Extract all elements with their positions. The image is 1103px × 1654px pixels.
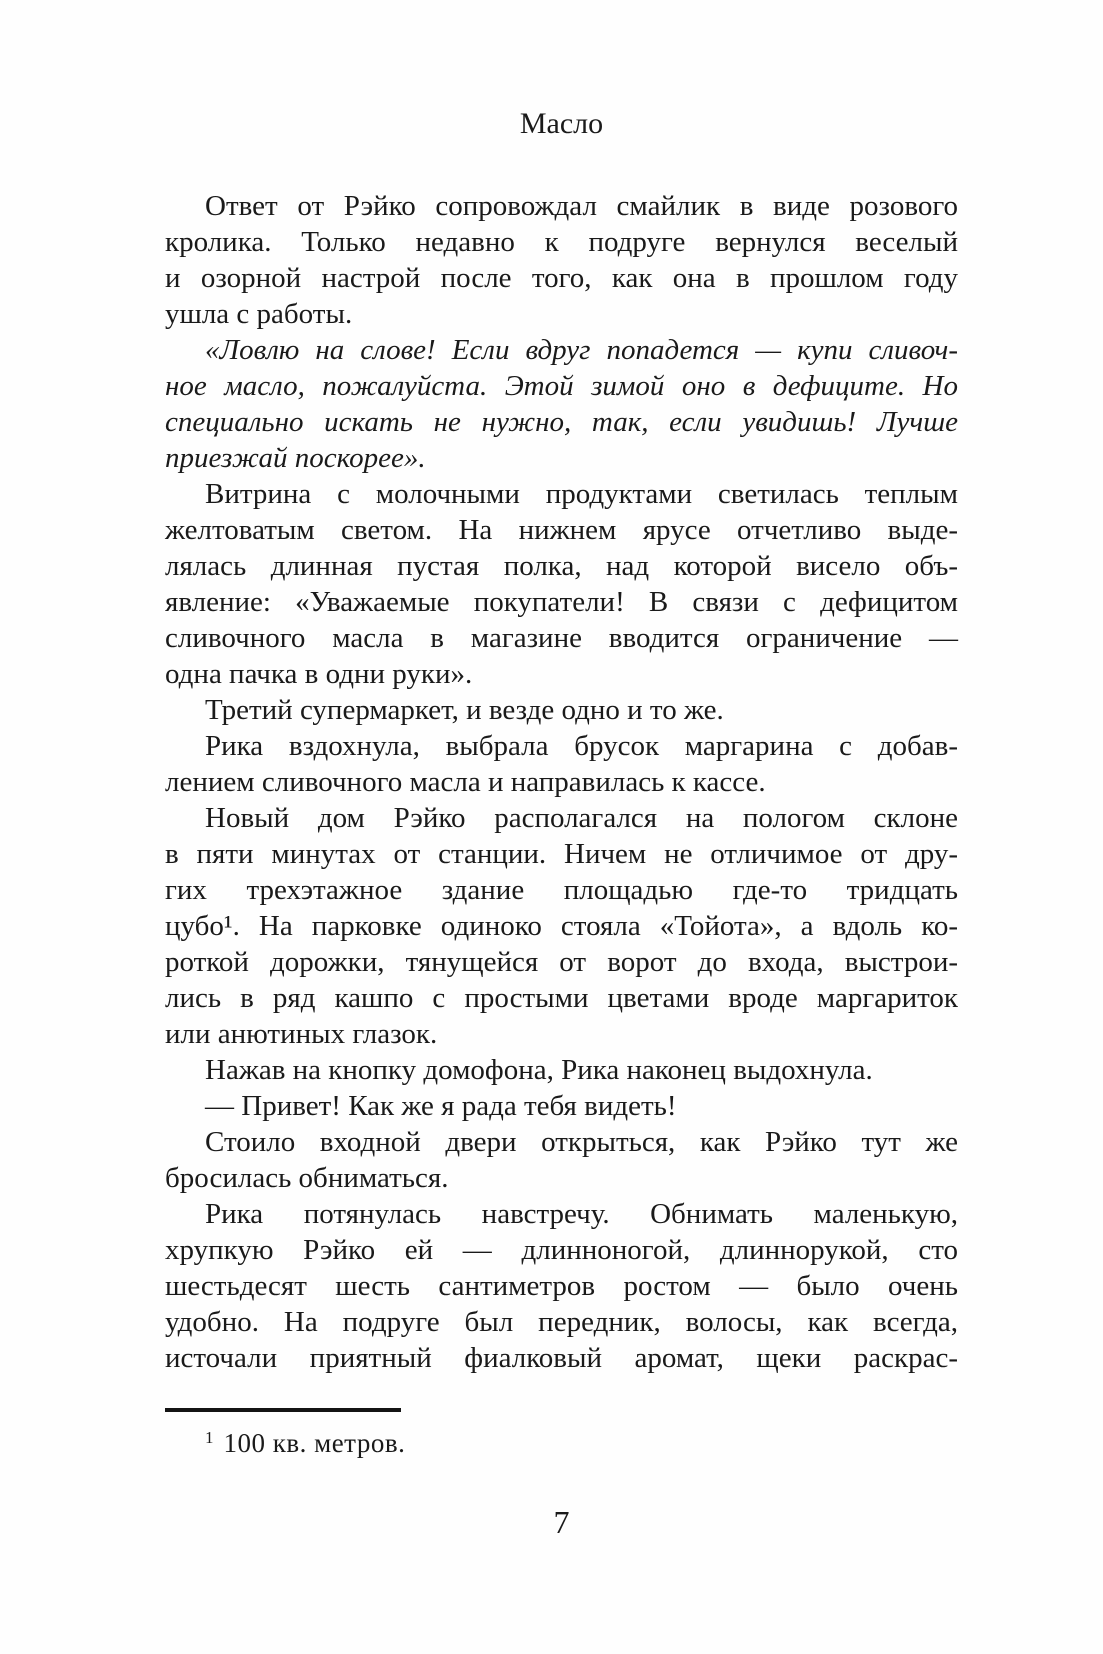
paragraph (165, 1088, 958, 1124)
text-line: хрупкую Рэйко ей — длинноногой, длиннорукой, сто (165, 1234, 958, 1266)
text-line: приезжай поскорее». (165, 442, 426, 474)
page-number: 7 (553, 1504, 570, 1540)
text-line: или анютиных глазок. (165, 1018, 438, 1050)
text-line: лялась длинная пустая полка, над которой висело объ- (165, 550, 958, 582)
footnote-body: 100 кв. метров. (223, 1428, 406, 1458)
footnote-marker: 1 (205, 1428, 214, 1447)
text-line: Нажав на кнопку домофона, Рика наконец выдохнула. (205, 1054, 873, 1086)
text-line: желтоватым светом. На нижнем ярусе отчетливо выде- (165, 514, 958, 546)
text-line: явление: «Уважаемые покупатели! В связи с дефицитом (165, 586, 958, 618)
text-line: и озорной настрой после того, как она в прошлом году (165, 262, 958, 294)
text-line: Ответ от Рэйко сопровождал смайлик в виде розового (205, 190, 958, 222)
text-line: ушла с работы. (165, 298, 353, 330)
text-line: кролика. Только недавно к подруге вернулся веселый (165, 226, 958, 258)
running-head-title: Масло (519, 107, 604, 140)
paragraph (165, 1196, 958, 1376)
text-line: лись в ряд кашпо с простыми цветами вроде маргариток (165, 982, 958, 1014)
text-line: «Ловлю на слове! Если вдруг попадется — купи сливоч- (205, 334, 958, 366)
footnote-rule (165, 1408, 401, 1412)
text-line: гих трехэтажное здание площадью где-то тридцать (165, 874, 958, 906)
paragraph (165, 1052, 958, 1088)
text-line: ное масло, пожалуйста. Этой зимой оно в дефиците. Но (165, 370, 958, 402)
text-line: одна пачка в одни руки». (165, 658, 473, 690)
paragraph (165, 188, 958, 332)
text-line: бросилась обниматься. (165, 1162, 449, 1194)
paragraph (165, 692, 958, 728)
text-line: в пяти минутах от станции. Ничем не отличимое от дру- (165, 838, 958, 870)
paragraph (165, 476, 958, 692)
text-line: удобно. На подруге был передник, волосы, как всегда, (165, 1306, 958, 1338)
text-line: Витрина с молочными продуктами светилась теплым (205, 478, 958, 510)
paragraph (165, 800, 958, 1052)
text-line: Рика вздохнула, выбрала брусок маргарина с добав- (205, 730, 958, 762)
paragraph (165, 332, 958, 476)
paragraph (165, 728, 958, 800)
text-line: — Привет! Как же я рада тебя видеть! (205, 1090, 677, 1122)
text-line: Новый дом Рэйко располагался на пологом склоне (205, 802, 958, 834)
text-line: специально искать не нужно, так, если увидишь! Лучше (165, 406, 958, 438)
text-line: лением сливочного масла и направилась к кассе. (165, 766, 766, 798)
paragraph (165, 1124, 958, 1196)
text-line: Третий супермаркет, и везде одно и то же. (205, 694, 724, 726)
text-line: цубо¹. На парковке одиноко стояла «Тойота», а вдоль ко- (165, 910, 958, 942)
footnote-text (165, 1422, 958, 1459)
body-text (165, 188, 958, 1376)
text-line: роткой дорожки, тянущейся от ворот до входа, выстрои- (165, 946, 958, 978)
footnote (165, 1408, 958, 1459)
text-line: Рика потянулась навстречу. Обнимать маленькую, (205, 1198, 958, 1230)
text-line: Стоило входной двери открыться, как Рэйко тут же (205, 1126, 958, 1158)
text-line: источали приятный фиалковый аромат, щеки раскрас- (165, 1342, 958, 1374)
text-line: сливочного масла в магазине вводится ограничение — (165, 622, 958, 654)
text-line: шестьдесят шесть сантиметров ростом — было очень (165, 1270, 958, 1302)
